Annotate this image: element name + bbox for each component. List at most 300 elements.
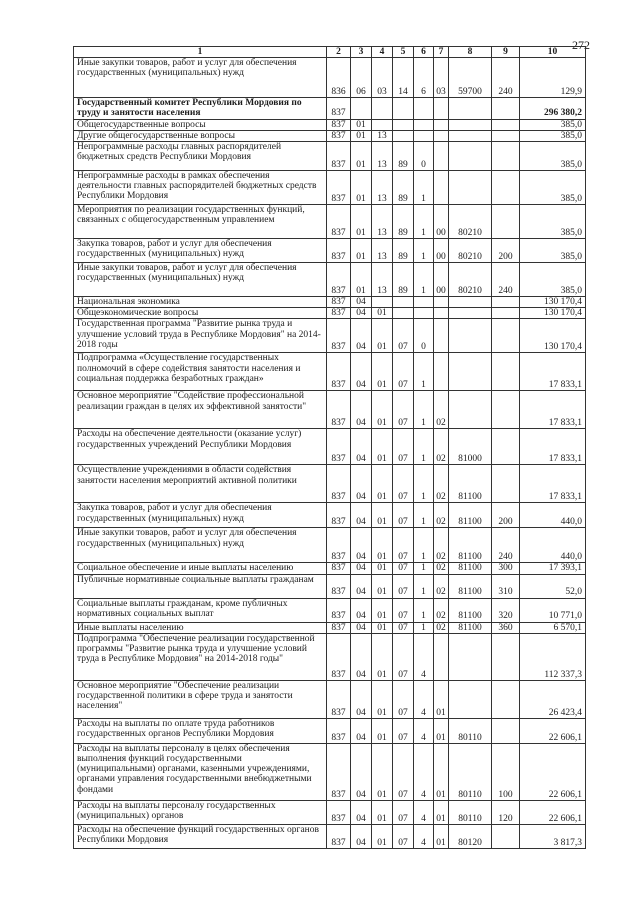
row-name: Осуществление учреждениями в области содействия занятости населения мероприятий активной политики <box>74 465 327 503</box>
row-code-event: 01 <box>434 824 449 848</box>
column-header: 4 <box>372 47 393 58</box>
column-header: 8 <box>449 47 492 58</box>
row-code-direction <box>449 353 492 391</box>
row-code-admin: 837 <box>327 205 351 239</box>
table-row <box>74 142 586 171</box>
row-code-subsection: 13 <box>372 205 393 239</box>
row-code-program: 14 <box>393 58 414 98</box>
row-code-section: 04 <box>351 528 372 563</box>
row-code-section: 04 <box>351 633 372 680</box>
row-code-program: 07 <box>393 598 414 622</box>
row-code-admin: 837 <box>327 743 351 800</box>
column-header: 1 <box>74 47 327 58</box>
row-amount: 385,0 <box>520 142 586 171</box>
row-code-event: 03 <box>434 58 449 98</box>
column-header: 2 <box>327 47 351 58</box>
row-code-event <box>434 297 449 308</box>
row-code-subprogram: 1 <box>414 503 434 528</box>
row-code-admin: 837 <box>327 680 351 718</box>
row-code-subprogram <box>414 98 434 119</box>
column-header: 9 <box>492 47 520 58</box>
row-code-event: 02 <box>434 598 449 622</box>
row-code-direction <box>449 391 492 429</box>
row-code-admin: 837 <box>327 119 351 130</box>
row-code-admin: 837 <box>327 574 351 598</box>
row-amount: 385,0 <box>520 130 586 141</box>
row-code-subsection: 01 <box>372 391 393 429</box>
row-amount: 17 833,1 <box>520 353 586 391</box>
row-code-expense-type <box>492 205 520 239</box>
row-code-section: 04 <box>351 429 372 465</box>
table-row <box>74 429 586 465</box>
row-code-subprogram <box>414 308 434 319</box>
row-code-section: 04 <box>351 800 372 824</box>
row-amount: 10 771,0 <box>520 598 586 622</box>
row-name: Расходы на обеспечение деятельности (оказание услуг) государственных учреждений Республики Мордовия <box>74 429 327 465</box>
row-code-direction <box>449 680 492 718</box>
row-code-expense-type <box>492 824 520 848</box>
row-code-section: 01 <box>351 239 372 263</box>
row-code-subprogram: 1 <box>414 574 434 598</box>
row-code-subsection: 01 <box>372 353 393 391</box>
row-code-subsection: 13 <box>372 263 393 297</box>
row-name: Подпрограмма «Осуществление государственных полномочий в сфере содействия занятости населения и социальная поддержка безработных граждан» <box>74 353 327 391</box>
row-code-program: 07 <box>393 574 414 598</box>
row-amount: 385,0 <box>520 171 586 205</box>
table-row <box>74 718 586 743</box>
row-code-program: 89 <box>393 263 414 297</box>
row-code-program: 07 <box>393 528 414 563</box>
row-code-subprogram: 4 <box>414 633 434 680</box>
row-code-subsection: 01 <box>372 574 393 598</box>
row-code-subprogram: 1 <box>414 465 434 503</box>
table-row <box>74 574 586 598</box>
row-code-section: 01 <box>351 263 372 297</box>
row-code-expense-type <box>492 130 520 141</box>
row-amount: 130 170,4 <box>520 319 586 353</box>
row-name: Другие общегосударственные вопросы <box>74 130 327 141</box>
row-name: Общеэкономические вопросы <box>74 308 327 319</box>
row-code-program <box>393 308 414 319</box>
row-code-program: 07 <box>393 680 414 718</box>
row-code-admin: 837 <box>327 171 351 205</box>
table-row <box>74 633 586 680</box>
row-amount: 296 380,2 <box>520 98 586 119</box>
row-code-section: 04 <box>351 680 372 718</box>
budget-table <box>73 46 586 849</box>
table-row <box>74 503 586 528</box>
row-code-subprogram: 1 <box>414 391 434 429</box>
row-amount: 3 817,3 <box>520 824 586 848</box>
row-code-direction: 80210 <box>449 263 492 297</box>
table-row <box>74 263 586 297</box>
row-amount: 6 570,1 <box>520 622 586 633</box>
row-code-subsection: 13 <box>372 130 393 141</box>
row-code-event: 00 <box>434 205 449 239</box>
row-code-section: 01 <box>351 130 372 141</box>
row-amount: 130 170,4 <box>520 297 586 308</box>
row-code-event <box>434 308 449 319</box>
row-amount: 129,9 <box>520 58 586 98</box>
row-code-admin: 837 <box>327 622 351 633</box>
table-row <box>74 680 586 718</box>
row-code-expense-type <box>492 319 520 353</box>
row-code-program: 89 <box>393 171 414 205</box>
row-code-subsection <box>372 98 393 119</box>
row-amount: 17 833,1 <box>520 429 586 465</box>
row-code-subsection: 01 <box>372 308 393 319</box>
row-code-admin: 837 <box>327 598 351 622</box>
row-code-expense-type: 120 <box>492 800 520 824</box>
row-code-expense-type: 200 <box>492 503 520 528</box>
row-code-expense-type <box>492 98 520 119</box>
row-code-section: 04 <box>351 297 372 308</box>
row-code-admin: 837 <box>327 503 351 528</box>
row-amount: 17 833,1 <box>520 391 586 429</box>
row-code-expense-type <box>492 353 520 391</box>
row-code-event: 01 <box>434 800 449 824</box>
row-code-expense-type: 320 <box>492 598 520 622</box>
row-code-event <box>434 98 449 119</box>
row-code-direction: 80110 <box>449 743 492 800</box>
row-amount: 130 170,4 <box>520 308 586 319</box>
row-code-expense-type: 300 <box>492 563 520 574</box>
row-code-admin: 837 <box>327 429 351 465</box>
row-code-subprogram: 1 <box>414 622 434 633</box>
row-code-expense-type: 100 <box>492 743 520 800</box>
row-code-direction: 80120 <box>449 824 492 848</box>
row-code-admin: 837 <box>327 528 351 563</box>
row-name: Основное мероприятие "Обеспечение реализации государственной политики в сфере труда и занятости населения" <box>74 680 327 718</box>
row-code-direction: 81000 <box>449 429 492 465</box>
row-code-subsection: 03 <box>372 58 393 98</box>
row-amount: 22 606,1 <box>520 743 586 800</box>
row-code-admin: 837 <box>327 239 351 263</box>
row-code-subsection: 01 <box>372 633 393 680</box>
row-code-direction: 81100 <box>449 503 492 528</box>
row-code-admin: 837 <box>327 142 351 171</box>
row-name: Иные закупки товаров, работ и услуг для обеспечения государственных (муниципальных) нужд <box>74 528 327 563</box>
row-name: Подпрограмма "Обеспечение реализации государственной программы "Развитие рынка труда и улучшение условий труда в Республике Мордовия" на 2014-2018 годы" <box>74 633 327 680</box>
row-code-subsection: 13 <box>372 171 393 205</box>
row-amount: 385,0 <box>520 263 586 297</box>
table-row <box>74 58 586 98</box>
row-code-section: 04 <box>351 319 372 353</box>
row-code-program <box>393 119 414 130</box>
row-amount: 17 393,1 <box>520 563 586 574</box>
row-amount: 52,0 <box>520 574 586 598</box>
table-row <box>74 353 586 391</box>
row-code-subsection: 01 <box>372 563 393 574</box>
row-amount: 17 833,1 <box>520 465 586 503</box>
row-code-section: 04 <box>351 465 372 503</box>
row-code-expense-type <box>492 308 520 319</box>
row-code-section: 04 <box>351 563 372 574</box>
row-code-subprogram <box>414 130 434 141</box>
row-code-event: 02 <box>434 429 449 465</box>
row-code-event: 02 <box>434 622 449 633</box>
row-code-direction: 80110 <box>449 800 492 824</box>
row-code-subsection: 01 <box>372 465 393 503</box>
row-code-program: 07 <box>393 353 414 391</box>
row-code-section: 01 <box>351 171 372 205</box>
row-code-subprogram: 1 <box>414 563 434 574</box>
row-name: Государственная программа "Развитие рынка труда и улучшение условий труда в Республике Мордовия" на 2014-2018 годы <box>74 319 327 353</box>
column-header: 7 <box>434 47 449 58</box>
row-name: Расходы на выплаты персоналу в целях обеспечения выполнения функций государственными (муниципальными) органами, казенными учреждениями, органами управления государственными внебюджетными фондами <box>74 743 327 800</box>
column-header: 10 <box>520 47 586 58</box>
row-code-direction: 81100 <box>449 465 492 503</box>
row-amount: 26 423,4 <box>520 680 586 718</box>
row-code-expense-type: 240 <box>492 263 520 297</box>
column-header: 6 <box>414 47 434 58</box>
row-name: Общегосударственные вопросы <box>74 119 327 130</box>
row-code-direction: 81100 <box>449 622 492 633</box>
row-name: Мероприятия по реализации государственных функций, связанных с общегосударственным управлением <box>74 205 327 239</box>
row-code-program: 07 <box>393 429 414 465</box>
row-code-subprogram <box>414 297 434 308</box>
row-code-admin: 836 <box>327 58 351 98</box>
row-code-event: 00 <box>434 239 449 263</box>
page-number: 272 <box>572 38 590 52</box>
row-name: Расходы на выплаты персоналу государственных (муниципальных) органов <box>74 800 327 824</box>
row-code-program: 07 <box>393 503 414 528</box>
row-code-expense-type <box>492 119 520 130</box>
row-code-event: 01 <box>434 743 449 800</box>
column-header: 3 <box>351 47 372 58</box>
table-row <box>74 800 586 824</box>
row-code-expense-type <box>492 718 520 743</box>
row-code-event <box>434 171 449 205</box>
row-code-expense-type: 360 <box>492 622 520 633</box>
row-code-admin: 837 <box>327 319 351 353</box>
row-code-subsection: 13 <box>372 142 393 171</box>
row-name: Основное мероприятие "Содействие профессиональной реализации граждан в целях их эффективной занятости" <box>74 391 327 429</box>
row-code-direction <box>449 633 492 680</box>
table-row <box>74 308 586 319</box>
row-code-direction <box>449 119 492 130</box>
row-code-event: 02 <box>434 563 449 574</box>
row-code-admin: 837 <box>327 718 351 743</box>
row-code-admin: 837 <box>327 563 351 574</box>
row-code-expense-type <box>492 142 520 171</box>
table-row <box>74 239 586 263</box>
row-code-section: 04 <box>351 743 372 800</box>
row-code-subsection: 01 <box>372 598 393 622</box>
row-code-expense-type <box>492 429 520 465</box>
row-code-direction: 80110 <box>449 718 492 743</box>
row-name: Социальные выплаты гражданам, кроме публичных нормативных социальных выплат <box>74 598 327 622</box>
column-header: 5 <box>393 47 414 58</box>
row-code-admin: 837 <box>327 353 351 391</box>
row-code-subprogram: 4 <box>414 743 434 800</box>
row-code-expense-type <box>492 391 520 429</box>
row-code-program: 89 <box>393 142 414 171</box>
row-code-program: 89 <box>393 239 414 263</box>
row-amount: 22 606,1 <box>520 800 586 824</box>
table-header-row <box>74 47 586 58</box>
row-code-expense-type <box>492 633 520 680</box>
row-code-section: 01 <box>351 205 372 239</box>
row-code-program: 07 <box>393 622 414 633</box>
row-code-section: 04 <box>351 391 372 429</box>
row-code-subprogram: 1 <box>414 528 434 563</box>
row-code-expense-type <box>492 171 520 205</box>
row-code-subsection: 01 <box>372 622 393 633</box>
row-code-expense-type <box>492 465 520 503</box>
row-code-subsection <box>372 119 393 130</box>
row-code-admin: 837 <box>327 800 351 824</box>
row-name: Иные закупки товаров, работ и услуг для обеспечения государственных (муниципальных) нужд <box>74 58 327 98</box>
row-name: Публичные нормативные социальные выплаты гражданам <box>74 574 327 598</box>
row-code-event <box>434 130 449 141</box>
row-code-program <box>393 98 414 119</box>
row-code-expense-type <box>492 680 520 718</box>
row-code-subprogram: 1 <box>414 171 434 205</box>
row-code-program: 89 <box>393 205 414 239</box>
row-code-subsection: 01 <box>372 718 393 743</box>
row-code-admin: 837 <box>327 308 351 319</box>
row-code-subprogram: 0 <box>414 142 434 171</box>
row-code-expense-type: 240 <box>492 528 520 563</box>
row-code-program: 07 <box>393 824 414 848</box>
row-name: Социальное обеспечение и иные выплаты населению <box>74 563 327 574</box>
row-code-program: 07 <box>393 800 414 824</box>
row-code-event <box>434 353 449 391</box>
row-code-direction <box>449 297 492 308</box>
row-name: Иные выплаты населению <box>74 622 327 633</box>
row-code-admin: 837 <box>327 633 351 680</box>
row-code-admin: 837 <box>327 263 351 297</box>
table-row <box>74 391 586 429</box>
row-code-program <box>393 297 414 308</box>
row-name: Расходы на выплаты по оплате труда работников государственных органов Республики Мордовия <box>74 718 327 743</box>
row-code-event: 02 <box>434 503 449 528</box>
row-name: Государственный комитет Республики Мордовия по труду и занятости населения <box>74 98 327 119</box>
row-name: Иные закупки товаров, работ и услуг для обеспечения государственных (муниципальных) нужд <box>74 263 327 297</box>
row-code-event: 02 <box>434 574 449 598</box>
row-name: Непрограммные расходы главных распорядителей бюджетных средств Республики Мордовия <box>74 142 327 171</box>
row-code-direction <box>449 171 492 205</box>
row-name: Расходы на обеспечение функций государственных органов Республики Мордовия <box>74 824 327 848</box>
row-code-program: 07 <box>393 718 414 743</box>
table-row <box>74 824 586 848</box>
row-amount: 385,0 <box>520 205 586 239</box>
row-amount: 440,0 <box>520 528 586 563</box>
row-code-section: 04 <box>351 353 372 391</box>
row-code-section: 01 <box>351 142 372 171</box>
row-name: Закупка товаров, работ и услуг для обеспечения государственных (муниципальных) нужд <box>74 503 327 528</box>
row-code-section: 04 <box>351 824 372 848</box>
table-row <box>74 319 586 353</box>
table-row <box>74 98 586 119</box>
row-code-subprogram: 4 <box>414 680 434 718</box>
row-code-admin: 837 <box>327 391 351 429</box>
row-code-event <box>434 119 449 130</box>
row-name: Национальная экономика <box>74 297 327 308</box>
row-name: Непрограммные расходы в рамках обеспечения деятельности главных распорядителей бюджетных средств Республики Мордовия <box>74 171 327 205</box>
table-row <box>74 563 586 574</box>
row-code-subsection: 01 <box>372 429 393 465</box>
row-code-subsection: 01 <box>372 743 393 800</box>
row-code-program: 07 <box>393 465 414 503</box>
row-code-subsection: 13 <box>372 239 393 263</box>
row-code-subsection: 01 <box>372 528 393 563</box>
row-code-direction <box>449 308 492 319</box>
row-code-program <box>393 130 414 141</box>
row-code-subsection: 01 <box>372 680 393 718</box>
row-code-section: 04 <box>351 622 372 633</box>
table-row <box>74 528 586 563</box>
row-code-section: 04 <box>351 503 372 528</box>
row-code-direction: 81100 <box>449 598 492 622</box>
row-code-expense-type: 240 <box>492 58 520 98</box>
row-code-section <box>351 98 372 119</box>
table-row <box>74 205 586 239</box>
row-code-event: 02 <box>434 391 449 429</box>
row-code-section: 04 <box>351 574 372 598</box>
row-code-section: 06 <box>351 58 372 98</box>
row-code-subprogram: 4 <box>414 718 434 743</box>
row-code-section: 01 <box>351 119 372 130</box>
row-code-expense-type: 310 <box>492 574 520 598</box>
row-code-admin: 837 <box>327 824 351 848</box>
row-code-program: 07 <box>393 319 414 353</box>
row-code-event: 02 <box>434 465 449 503</box>
row-code-subsection: 01 <box>372 800 393 824</box>
row-code-event: 00 <box>434 263 449 297</box>
row-code-subprogram: 6 <box>414 58 434 98</box>
row-code-program: 07 <box>393 391 414 429</box>
row-amount: 385,0 <box>520 119 586 130</box>
row-code-program: 07 <box>393 743 414 800</box>
row-code-event: 02 <box>434 528 449 563</box>
row-name: Закупка товаров, работ и услуг для обеспечения государственных (муниципальных) нужд <box>74 239 327 263</box>
row-code-direction: 80210 <box>449 239 492 263</box>
row-code-subsection: 01 <box>372 824 393 848</box>
row-code-event: 01 <box>434 680 449 718</box>
row-code-subsection: 01 <box>372 319 393 353</box>
row-code-direction: 81100 <box>449 574 492 598</box>
row-amount: 22 606,1 <box>520 718 586 743</box>
row-code-subprogram: 4 <box>414 824 434 848</box>
row-code-admin: 837 <box>327 297 351 308</box>
row-code-subprogram: 1 <box>414 353 434 391</box>
table-row <box>74 465 586 503</box>
table-row <box>74 598 586 622</box>
row-code-event: 01 <box>434 718 449 743</box>
row-code-section: 04 <box>351 308 372 319</box>
row-code-subprogram <box>414 119 434 130</box>
row-amount: 440,0 <box>520 503 586 528</box>
row-code-event <box>434 319 449 353</box>
row-code-subprogram: 1 <box>414 205 434 239</box>
row-code-direction: 81100 <box>449 563 492 574</box>
row-code-subprogram: 1 <box>414 598 434 622</box>
row-code-event <box>434 633 449 680</box>
row-code-program: 07 <box>393 633 414 680</box>
table-row <box>74 622 586 633</box>
row-code-direction <box>449 130 492 141</box>
row-code-subprogram: 0 <box>414 319 434 353</box>
table-row <box>74 297 586 308</box>
row-code-direction <box>449 142 492 171</box>
table-row <box>74 130 586 141</box>
row-amount: 112 337,3 <box>520 633 586 680</box>
table-row <box>74 743 586 800</box>
row-code-subprogram: 1 <box>414 239 434 263</box>
row-code-event <box>434 142 449 171</box>
